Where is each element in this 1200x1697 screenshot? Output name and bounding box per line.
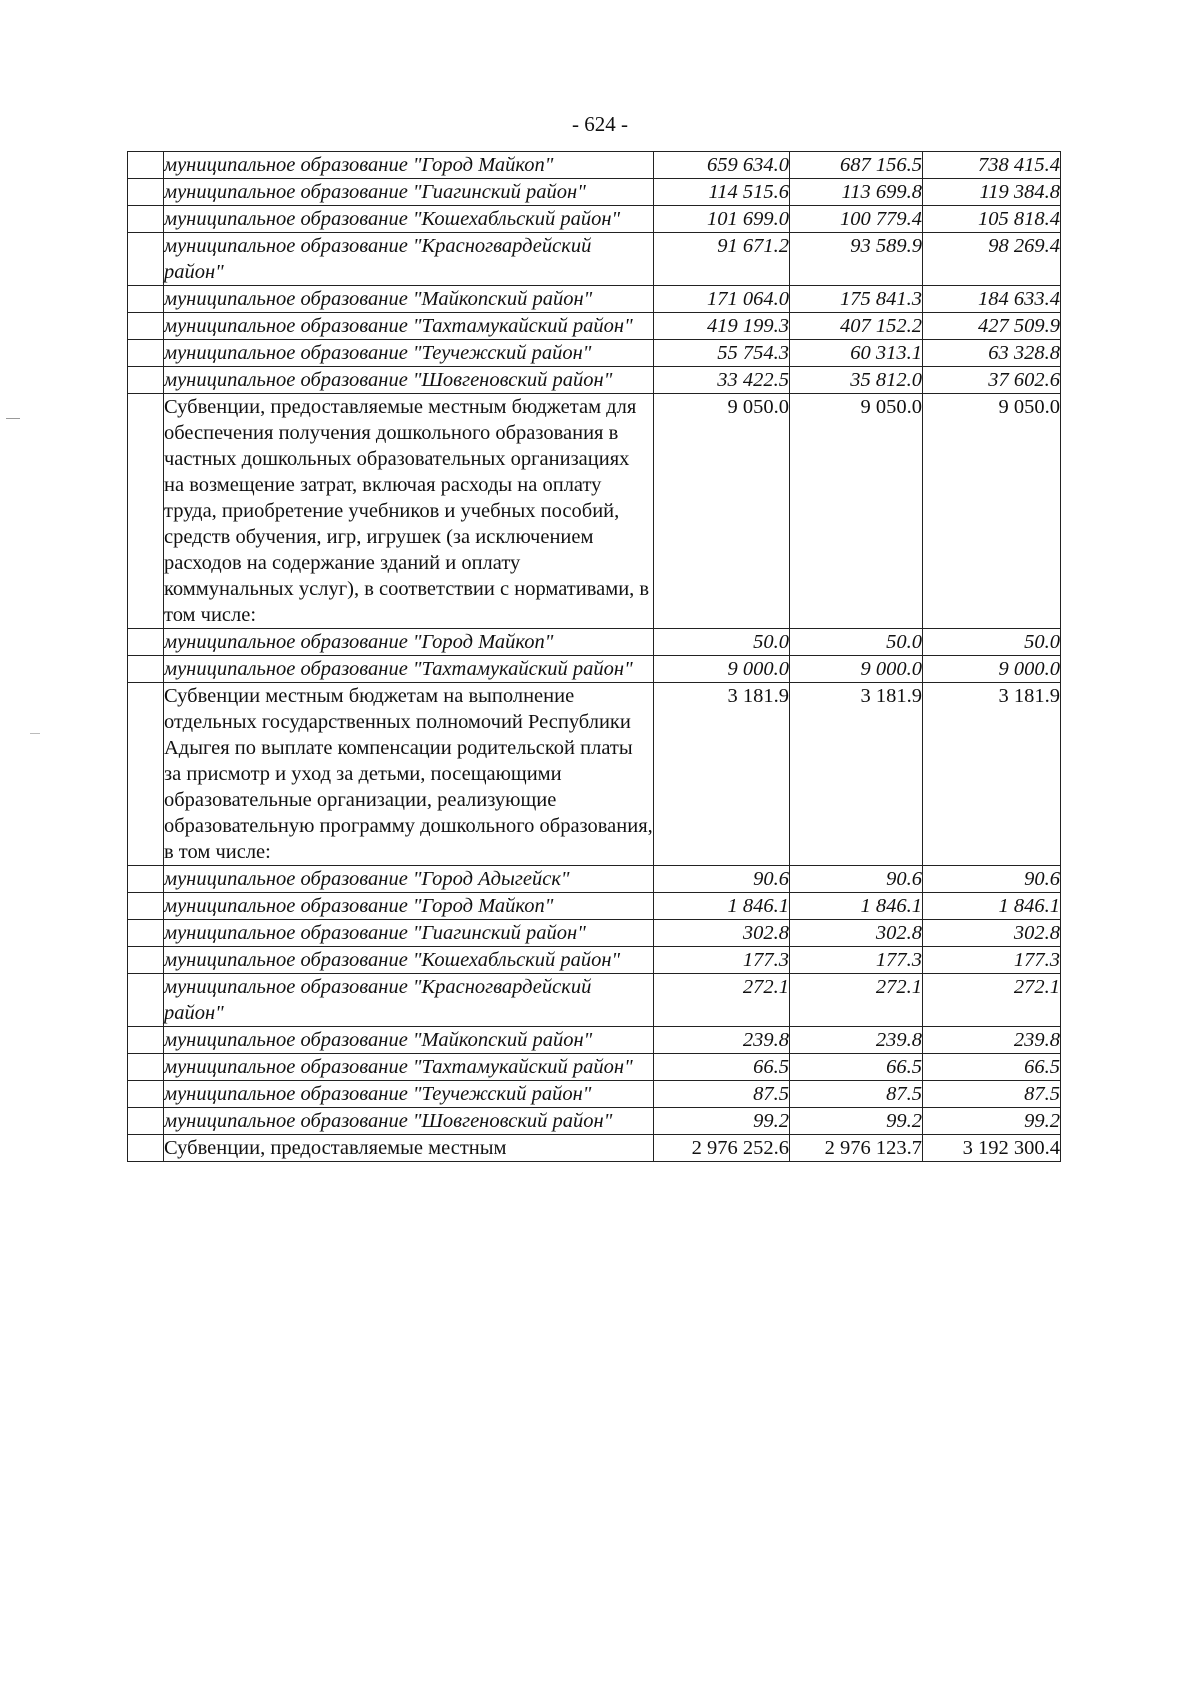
budget-table-body bbox=[128, 152, 1061, 1162]
row-label: муниципальное образование "Майкопский район" bbox=[164, 286, 654, 313]
table-row bbox=[128, 1027, 1061, 1054]
table-row bbox=[128, 1081, 1061, 1108]
table-row bbox=[128, 233, 1061, 286]
row-index-cell bbox=[128, 206, 164, 233]
row-index-cell bbox=[128, 1108, 164, 1135]
table-row-subvention bbox=[128, 394, 1061, 629]
value-year-3: 427 509.9 bbox=[923, 313, 1061, 340]
value-year-2: 35 812.0 bbox=[790, 367, 923, 394]
row-index-cell bbox=[128, 1027, 164, 1054]
scan-mark bbox=[6, 418, 20, 419]
row-label: муниципальное образование "Город Адыгейск" bbox=[164, 866, 654, 893]
budget-table bbox=[127, 151, 1061, 1162]
value-year-3: 87.5 bbox=[923, 1081, 1061, 1108]
value-year-1: 101 699.0 bbox=[654, 206, 790, 233]
value-year-1: 272.1 bbox=[654, 974, 790, 1027]
row-label: муниципальное образование "Тахтамукайский район" bbox=[164, 656, 654, 683]
value-year-1: 239.8 bbox=[654, 1027, 790, 1054]
value-year-2: 175 841.3 bbox=[790, 286, 923, 313]
value-year-3: 90.6 bbox=[923, 866, 1061, 893]
value-year-2: 2 976 123.7 bbox=[790, 1135, 923, 1162]
row-label: муниципальное образование "Гиагинский район" bbox=[164, 179, 654, 206]
value-year-1: 33 422.5 bbox=[654, 367, 790, 394]
row-label: муниципальное образование "Кошехабльский район" bbox=[164, 947, 654, 974]
value-year-2: 66.5 bbox=[790, 1054, 923, 1081]
value-year-1: 659 634.0 bbox=[654, 152, 790, 179]
value-year-2: 3 181.9 bbox=[790, 683, 923, 866]
table-row bbox=[128, 629, 1061, 656]
value-year-3: 98 269.4 bbox=[923, 233, 1061, 286]
value-year-3: 177.3 bbox=[923, 947, 1061, 974]
row-index-cell bbox=[128, 179, 164, 206]
row-label: муниципальное образование "Тахтамукайский район" bbox=[164, 1054, 654, 1081]
value-year-2: 239.8 bbox=[790, 1027, 923, 1054]
value-year-1: 91 671.2 bbox=[654, 233, 790, 286]
row-index-cell bbox=[128, 367, 164, 394]
row-index-cell bbox=[128, 947, 164, 974]
value-year-3: 50.0 bbox=[923, 629, 1061, 656]
row-label: муниципальное образование "Кошехабльский район" bbox=[164, 206, 654, 233]
value-year-1: 177.3 bbox=[654, 947, 790, 974]
table-row bbox=[128, 1054, 1061, 1081]
row-index-cell bbox=[128, 656, 164, 683]
table-row-subvention bbox=[128, 1135, 1061, 1162]
row-index-cell bbox=[128, 974, 164, 1027]
row-index-cell bbox=[128, 394, 164, 629]
value-year-2: 100 779.4 bbox=[790, 206, 923, 233]
table-row bbox=[128, 286, 1061, 313]
value-year-2: 99.2 bbox=[790, 1108, 923, 1135]
row-index-cell bbox=[128, 629, 164, 656]
table-row bbox=[128, 656, 1061, 683]
row-index-cell bbox=[128, 866, 164, 893]
row-label: муниципальное образование "Теучежский район" bbox=[164, 1081, 654, 1108]
value-year-3: 63 328.8 bbox=[923, 340, 1061, 367]
row-label: муниципальное образование "Тахтамукайский район" bbox=[164, 313, 654, 340]
value-year-2: 93 589.9 bbox=[790, 233, 923, 286]
value-year-3: 119 384.8 bbox=[923, 179, 1061, 206]
value-year-1: 3 181.9 bbox=[654, 683, 790, 866]
table-row bbox=[128, 206, 1061, 233]
row-index-cell bbox=[128, 920, 164, 947]
table-row bbox=[128, 1108, 1061, 1135]
row-label: муниципальное образование "Город Майкоп" bbox=[164, 893, 654, 920]
value-year-1: 1 846.1 bbox=[654, 893, 790, 920]
value-year-2: 1 846.1 bbox=[790, 893, 923, 920]
value-year-2: 113 699.8 bbox=[790, 179, 923, 206]
scan-mark bbox=[30, 733, 40, 734]
value-year-3: 37 602.6 bbox=[923, 367, 1061, 394]
value-year-1: 66.5 bbox=[654, 1054, 790, 1081]
row-index-cell bbox=[128, 1135, 164, 1162]
table-row bbox=[128, 866, 1061, 893]
value-year-3: 9 050.0 bbox=[923, 394, 1061, 629]
row-label: муниципальное образование "Теучежский район" bbox=[164, 340, 654, 367]
value-year-1: 99.2 bbox=[654, 1108, 790, 1135]
value-year-3: 1 846.1 bbox=[923, 893, 1061, 920]
value-year-2: 302.8 bbox=[790, 920, 923, 947]
value-year-3: 9 000.0 bbox=[923, 656, 1061, 683]
value-year-2: 407 152.2 bbox=[790, 313, 923, 340]
value-year-2: 90.6 bbox=[790, 866, 923, 893]
row-index-cell bbox=[128, 286, 164, 313]
value-year-2: 9 000.0 bbox=[790, 656, 923, 683]
row-index-cell bbox=[128, 340, 164, 367]
value-year-1: 2 976 252.6 bbox=[654, 1135, 790, 1162]
value-year-3: 239.8 bbox=[923, 1027, 1061, 1054]
value-year-1: 419 199.3 bbox=[654, 313, 790, 340]
table-row bbox=[128, 893, 1061, 920]
value-year-3: 66.5 bbox=[923, 1054, 1061, 1081]
table-row bbox=[128, 313, 1061, 340]
table-row bbox=[128, 340, 1061, 367]
table-row bbox=[128, 367, 1061, 394]
value-year-1: 302.8 bbox=[654, 920, 790, 947]
value-year-1: 90.6 bbox=[654, 866, 790, 893]
value-year-3: 184 633.4 bbox=[923, 286, 1061, 313]
table-row bbox=[128, 947, 1061, 974]
row-index-cell bbox=[128, 893, 164, 920]
value-year-1: 50.0 bbox=[654, 629, 790, 656]
row-label: Субвенции, предоставляемые местным бюджетам для обеспечения получения дошкольного образования в частных дошкольных образовательных организациях на возмещение затрат, включая расходы на оплату труда, приобретение учебников и учебных пособий, средств обучения, игр, игрушек (за исключением расходов на содержание зданий и оплату коммунальных услуг), в соответствии с нормативами, в том числе: bbox=[164, 394, 654, 629]
value-year-3: 105 818.4 bbox=[923, 206, 1061, 233]
table-row-subvention bbox=[128, 683, 1061, 866]
page-number: - 624 - bbox=[572, 112, 628, 136]
value-year-1: 55 754.3 bbox=[654, 340, 790, 367]
value-year-3: 3 181.9 bbox=[923, 683, 1061, 866]
value-year-2: 272.1 bbox=[790, 974, 923, 1027]
value-year-1: 171 064.0 bbox=[654, 286, 790, 313]
value-year-2: 87.5 bbox=[790, 1081, 923, 1108]
value-year-1: 114 515.6 bbox=[654, 179, 790, 206]
table-row bbox=[128, 152, 1061, 179]
row-index-cell bbox=[128, 313, 164, 340]
row-index-cell bbox=[128, 1054, 164, 1081]
value-year-2: 9 050.0 bbox=[790, 394, 923, 629]
value-year-1: 9 050.0 bbox=[654, 394, 790, 629]
row-label: муниципальное образование "Красногвардейский район" bbox=[164, 233, 654, 286]
value-year-1: 9 000.0 bbox=[654, 656, 790, 683]
table-row bbox=[128, 179, 1061, 206]
value-year-3: 99.2 bbox=[923, 1108, 1061, 1135]
row-label: муниципальное образование "Гиагинский район" bbox=[164, 920, 654, 947]
value-year-3: 3 192 300.4 bbox=[923, 1135, 1061, 1162]
row-label: муниципальное образование "Майкопский район" bbox=[164, 1027, 654, 1054]
row-label: муниципальное образование "Шовгеновский район" bbox=[164, 367, 654, 394]
row-label: муниципальное образование "Город Майкоп" bbox=[164, 152, 654, 179]
table-row bbox=[128, 920, 1061, 947]
row-label: муниципальное образование "Город Майкоп" bbox=[164, 629, 654, 656]
row-index-cell bbox=[128, 152, 164, 179]
value-year-3: 302.8 bbox=[923, 920, 1061, 947]
table-row bbox=[128, 974, 1061, 1027]
row-label: муниципальное образование "Красногвардейский район" bbox=[164, 974, 654, 1027]
row-index-cell bbox=[128, 683, 164, 866]
row-label: муниципальное образование "Шовгеновский район" bbox=[164, 1108, 654, 1135]
row-label: Субвенции, предоставляемые местным bbox=[164, 1135, 654, 1162]
value-year-1: 87.5 bbox=[654, 1081, 790, 1108]
row-index-cell bbox=[128, 1081, 164, 1108]
value-year-3: 738 415.4 bbox=[923, 152, 1061, 179]
value-year-3: 272.1 bbox=[923, 974, 1061, 1027]
value-year-2: 687 156.5 bbox=[790, 152, 923, 179]
value-year-2: 60 313.1 bbox=[790, 340, 923, 367]
row-index-cell bbox=[128, 233, 164, 286]
row-label: Субвенции местным бюджетам на выполнение отдельных государственных полномочий Республики Адыгея по выплате компенсации родительской платы за присмотр и уход за детьми, посещающими образовательные организации, реализующие образовательную программу дошкольного образования, в том числе: bbox=[164, 683, 654, 866]
value-year-2: 177.3 bbox=[790, 947, 923, 974]
value-year-2: 50.0 bbox=[790, 629, 923, 656]
